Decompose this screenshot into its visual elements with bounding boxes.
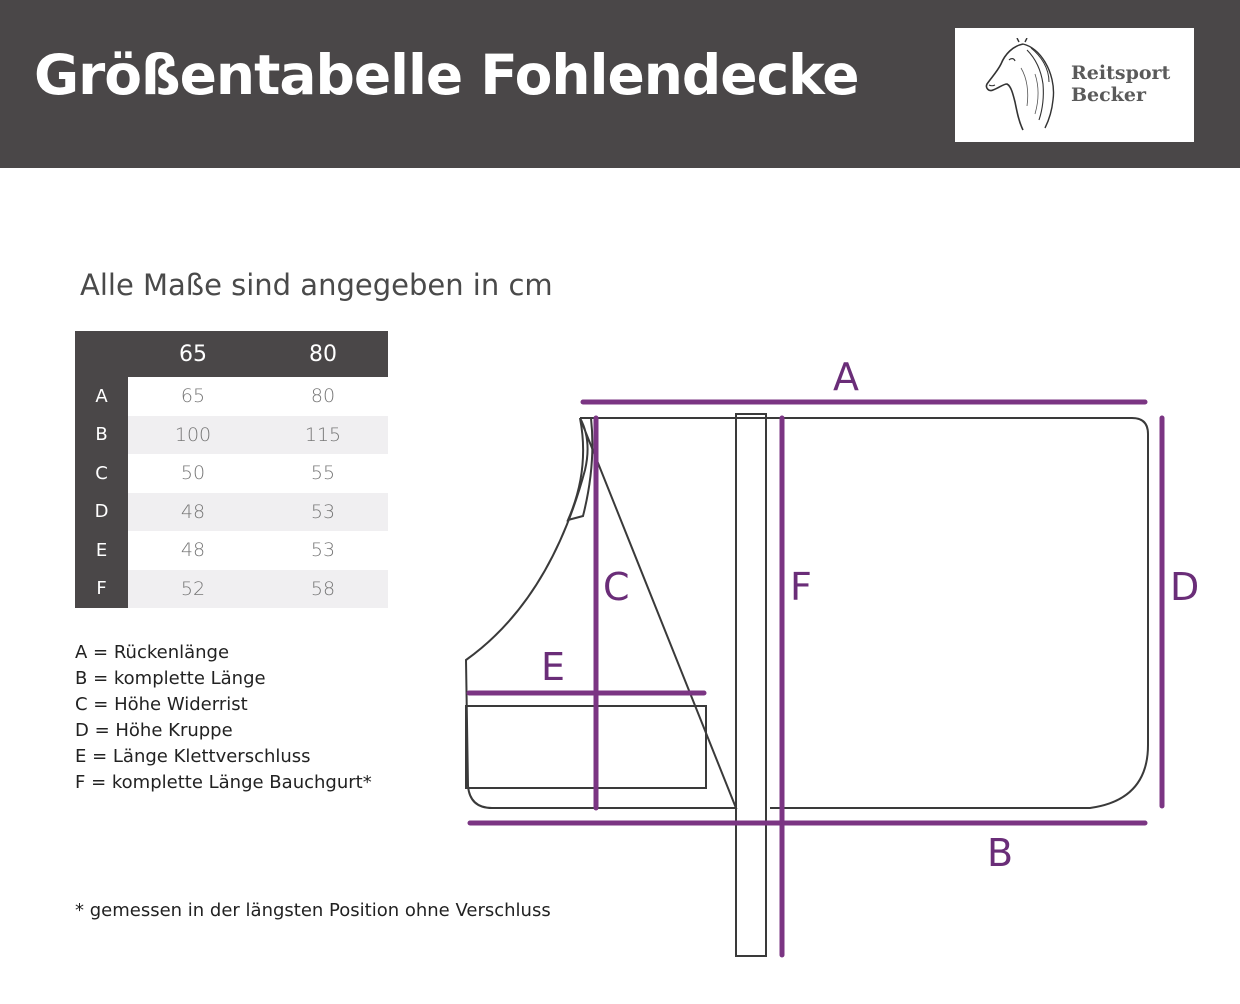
table-cell: 100 [128, 416, 258, 455]
legend-item: E = Länge Klettverschluss [75, 746, 311, 767]
column-header: 65 [128, 331, 258, 377]
label-a: A [833, 355, 859, 399]
table-cell: 55 [310, 462, 336, 485]
row-label: C [75, 454, 128, 493]
logo-line-1: Reitsport [1071, 62, 1171, 84]
legend-item: D = Höhe Kruppe [75, 720, 233, 741]
units-subtitle: Alle Maße sind angegeben in cm [80, 268, 553, 302]
neck-flap [568, 418, 592, 520]
table-cell: 50 [180, 462, 206, 485]
row-label: D [75, 493, 128, 532]
table-cell: 48 [128, 493, 258, 532]
label-b: B [987, 831, 1014, 875]
label-c: C [603, 565, 630, 609]
row-label: B [75, 416, 128, 455]
table-cell: 48 [180, 539, 206, 562]
blanket-body [466, 418, 1148, 808]
table-cell: 115 [258, 416, 388, 455]
footnote: * gemessen in der längsten Position ohne Verschluss [75, 900, 551, 921]
row-label: A [75, 377, 128, 416]
table-cell: 52 [128, 570, 258, 609]
blanket-outline [466, 414, 1148, 956]
column-header: 80 [258, 331, 388, 377]
label-e: E [541, 645, 566, 689]
row-label: F [75, 570, 128, 609]
legend-item: B = komplette Länge [75, 668, 266, 689]
table-cell: 53 [310, 539, 336, 562]
logo-line-2: Becker [1071, 84, 1146, 106]
belly-strap [736, 414, 766, 956]
page-title: Größentabelle Fohlendecke [34, 43, 859, 107]
measurement-lines [469, 402, 1162, 955]
table-cell: 80 [310, 385, 336, 408]
velcro-flap [466, 706, 706, 788]
legend-item: A = Rückenlänge [75, 642, 230, 663]
legend-item: C = Höhe Widerrist [75, 694, 248, 715]
legend-item: F = komplette Länge Bauchgurt* [75, 772, 372, 793]
label-f: F [790, 565, 812, 609]
table-cell: 58 [258, 570, 388, 609]
table-cell: 65 [180, 385, 206, 408]
table-cell: 53 [258, 493, 388, 532]
label-d: D [1170, 565, 1200, 609]
row-label: E [75, 531, 128, 570]
